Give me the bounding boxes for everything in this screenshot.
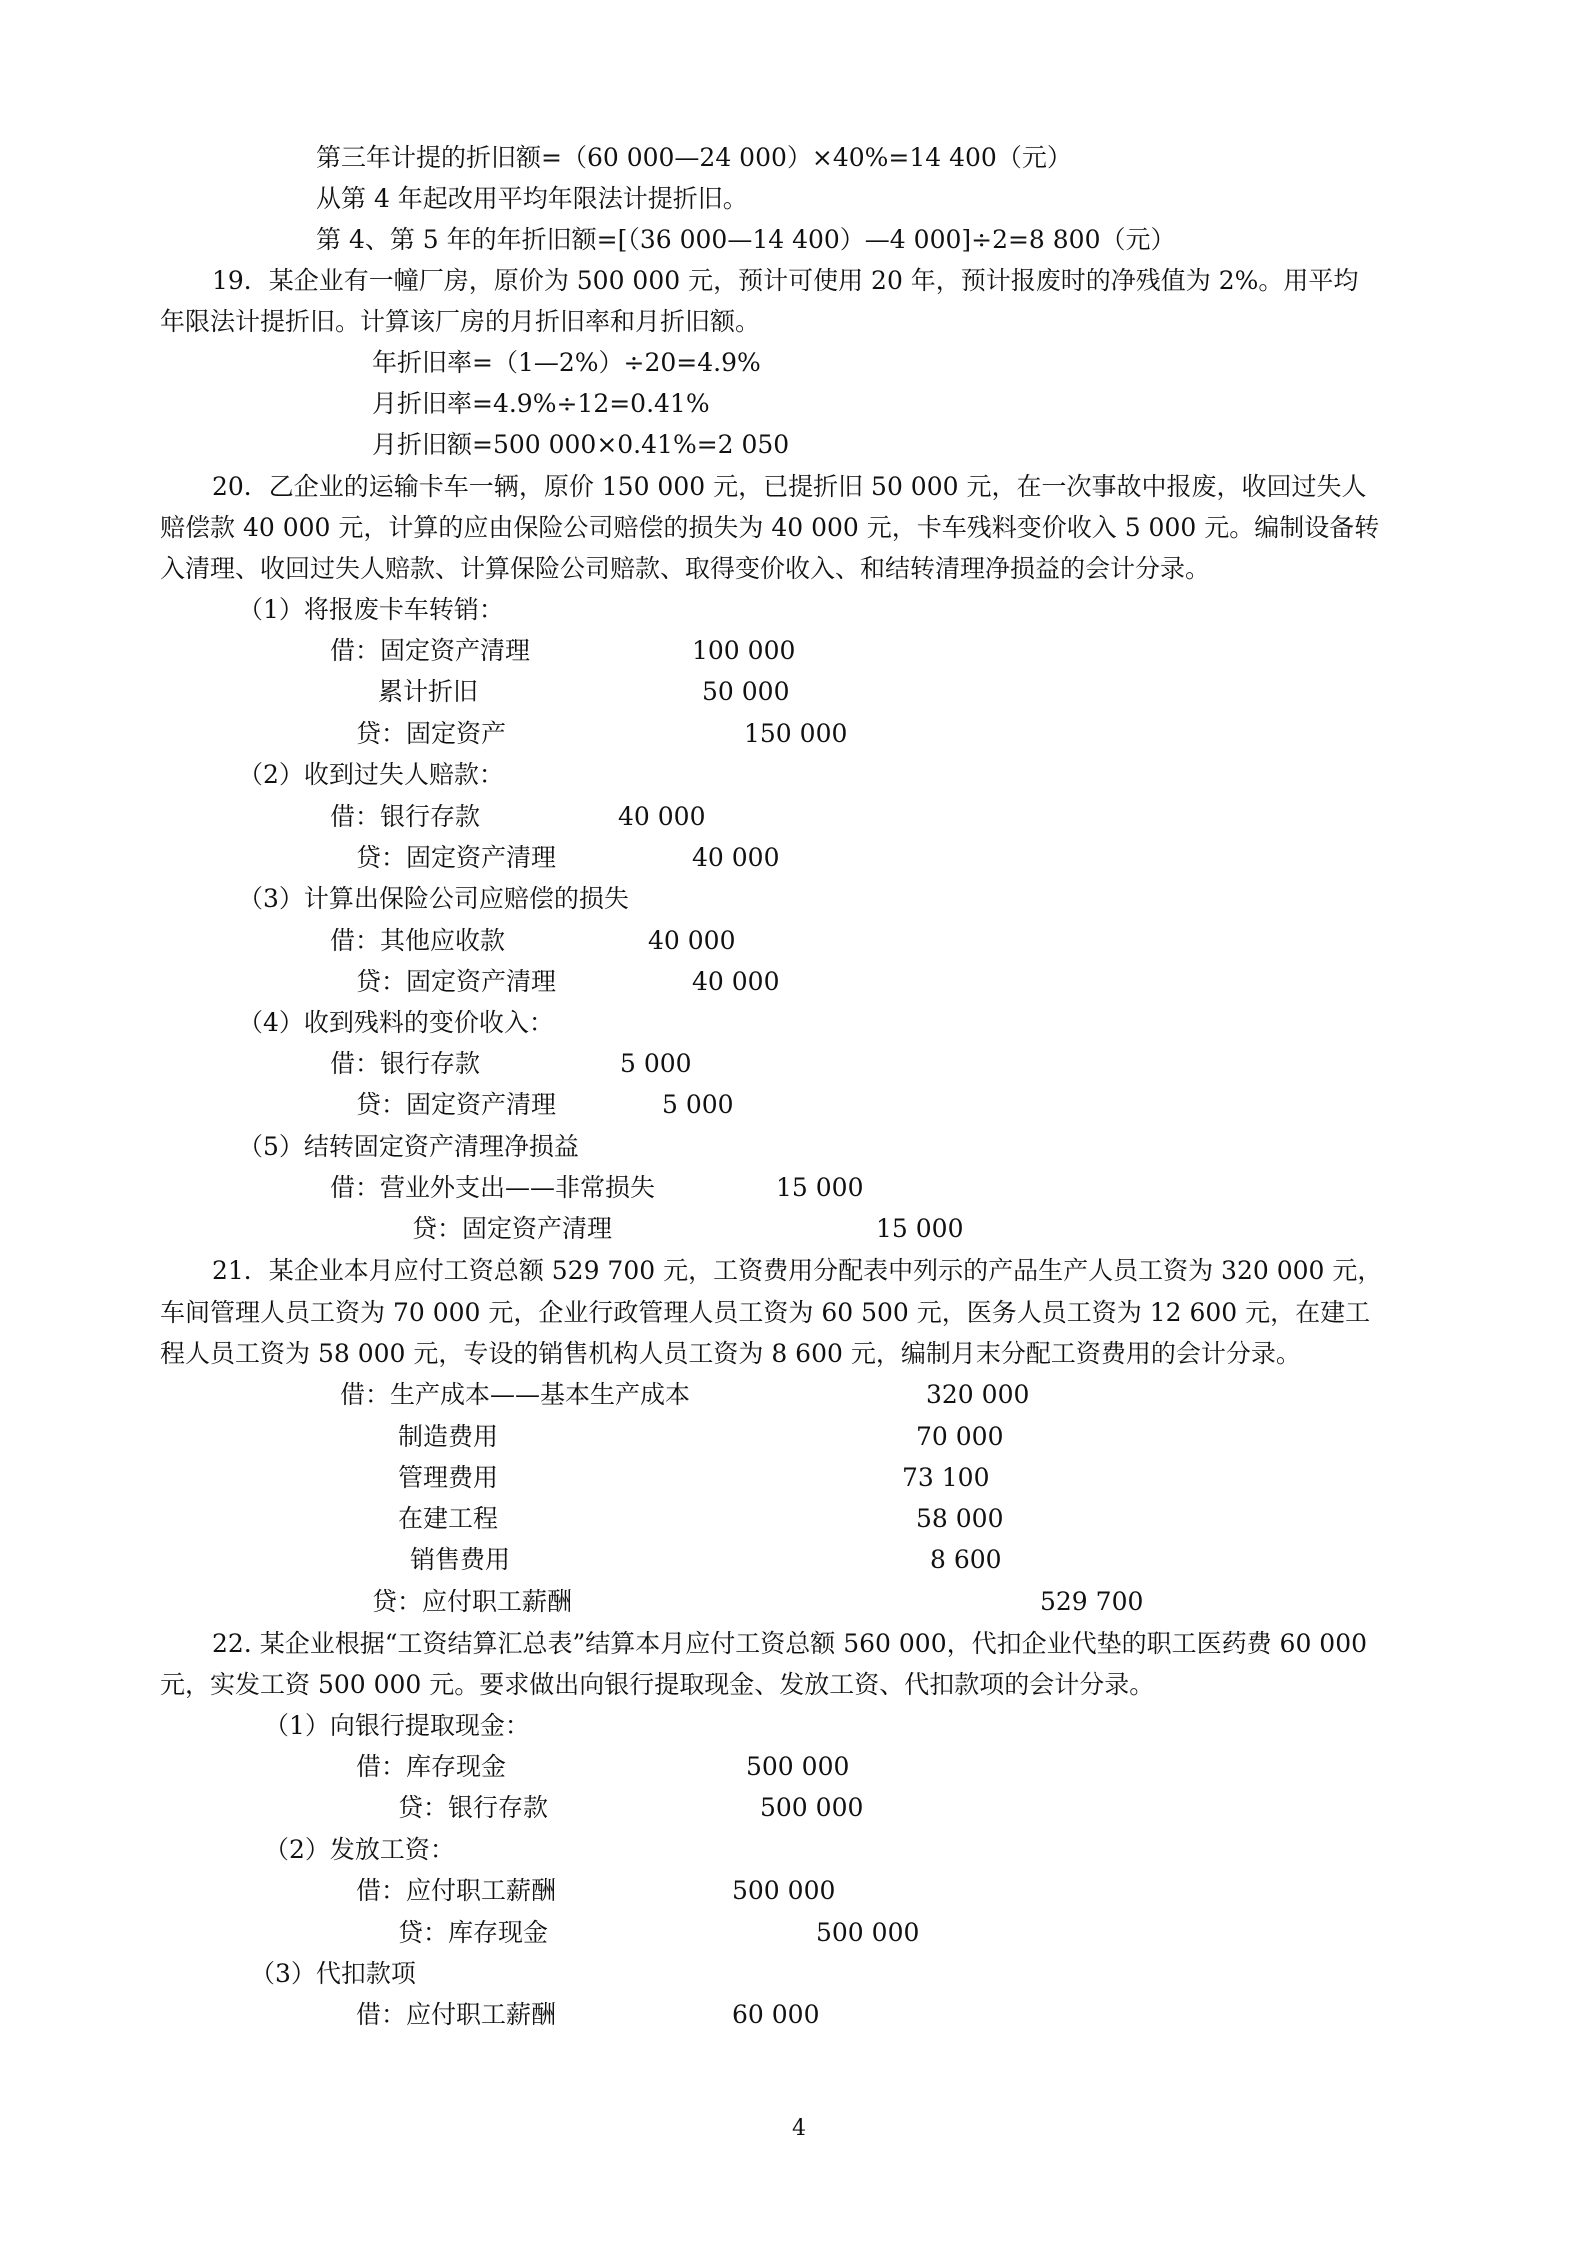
text-line: 58 000: [916, 1504, 1004, 1533]
text-line: 贷：固定资产: [356, 719, 507, 748]
text-line: 累计折旧: [378, 677, 479, 706]
text-line: 借：应付职工薪酬: [356, 2000, 557, 2029]
text-line: 贷：固定资产清理: [356, 1090, 557, 1119]
text-line: 车间管理人员工资为 70 000 元，企业行政管理人员工资为 60 500 元，医务人员工资为 12 600 元，在建工: [160, 1298, 1371, 1327]
text-line: 50 000: [702, 677, 790, 706]
text-line: 20．乙企业的运输卡车一辆，原价 150 000 元，已提折旧 50 000 元，在一次事故中报废，收回过失人: [212, 472, 1367, 501]
text-line: 月折旧额=500 000×0.41%=2 050: [372, 430, 790, 459]
text-line: 40 000: [692, 967, 780, 996]
text-line: 320 000: [926, 1380, 1030, 1409]
text-line: 程人员工资为 58 000 元，专设的销售机构人员工资为 8 600 元，编制月末分配工资费用的会计分录。: [160, 1339, 1301, 1368]
text-line: 制造费用: [398, 1422, 499, 1451]
text-line: 19．某企业有一幢厂房，原价为 500 000 元，预计可使用 20 年，预计报废时的净残值为 2%。用平均: [212, 266, 1359, 295]
text-line: 8 600: [930, 1545, 1002, 1574]
text-line: 40 000: [618, 802, 706, 831]
text-line: 管理费用: [398, 1463, 499, 1492]
text-line: 贷：应付职工薪酬: [372, 1587, 573, 1616]
text-line: 借：银行存款: [330, 802, 481, 831]
text-line: 元，实发工资 500 000 元。要求做出向银行提取现金、发放工资、代扣款项的会计分录。: [160, 1670, 1155, 1699]
text-line: 40 000: [648, 926, 736, 955]
text-line: 100 000: [692, 636, 796, 665]
text-line: 500 000: [816, 1918, 920, 1947]
text-line: 借：银行存款: [330, 1049, 481, 1078]
text-line: 入清理、收回过失人赔款、计算保险公司赔款、取得变价收入、和结转清理净损益的会计分录。: [160, 554, 1211, 583]
text-line: （4）收到残料的变价收入：: [238, 1008, 554, 1037]
text-line: 150 000: [744, 719, 848, 748]
text-line: 500 000: [746, 1752, 850, 1781]
text-line: （2）收到过失人赔款：: [238, 760, 504, 789]
text-line: 贷：固定资产清理: [356, 843, 557, 872]
text-line: 22. 某企业根据“工资结算汇总表”结算本月应付工资总额 560 000，代扣企业代垫的职工医药费 60 000: [212, 1629, 1368, 1658]
text-line: 在建工程: [398, 1504, 499, 1533]
text-line: 贷：固定资产清理: [412, 1214, 613, 1243]
text-line: 销售费用: [410, 1545, 511, 1574]
text-line: 借：库存现金: [356, 1752, 507, 1781]
text-line: 贷：银行存款: [398, 1793, 549, 1822]
text-line: 赔偿款 40 000 元，计算的应由保险公司赔偿的损失为 40 000 元，卡车残料变价收入 5 000 元。编制设备转: [160, 513, 1380, 542]
text-line: （3）代扣款项: [250, 1959, 416, 1988]
text-line: 借：固定资产清理: [330, 636, 531, 665]
text-line: 5 000: [662, 1090, 734, 1119]
text-line: 第三年计提的折旧额=（60 000—24 000）×40%=14 400（元）: [316, 143, 1072, 172]
text-line: 借：营业外支出——非常损失: [330, 1173, 656, 1202]
text-line: 5 000: [620, 1049, 692, 1078]
text-line: 15 000: [876, 1214, 964, 1243]
text-line: （1）将报废卡车转销：: [238, 595, 504, 624]
text-line: 15 000: [776, 1173, 864, 1202]
text-line: 40 000: [692, 843, 780, 872]
page-number: 4: [792, 2116, 806, 2141]
text-line: （5）结转固定资产清理净损益: [238, 1132, 579, 1161]
text-line: 月折旧率=4.9%÷12=0.41%: [372, 389, 710, 418]
text-line: 贷：库存现金: [398, 1918, 549, 1947]
text-line: 73 100: [902, 1463, 990, 1492]
text-line: 529 700: [1040, 1587, 1144, 1616]
text-line: （2）发放工资：: [264, 1835, 455, 1864]
text-line: 借：其他应收款: [330, 926, 506, 955]
text-line: 第 4、第 5 年的年折旧额=[（36 000—14 400）—4 000]÷2=8 800（元）: [316, 225, 1176, 254]
text-line: 借：生产成本——基本生产成本: [340, 1380, 691, 1409]
text-line: 60 000: [732, 2000, 820, 2029]
text-line: 借：应付职工薪酬: [356, 1876, 557, 1905]
text-line: 500 000: [760, 1793, 864, 1822]
text-line: 70 000: [916, 1422, 1004, 1451]
text-line: 500 000: [732, 1876, 836, 1905]
text-line: （3）计算出保险公司应赔偿的损失: [238, 884, 629, 913]
text-line: 年限法计提折旧。计算该厂房的月折旧率和月折旧额。: [160, 307, 761, 336]
text-line: 21．某企业本月应付工资总额 529 700 元，工资费用分配表中列示的产品生产人员工资为 320 000 元，: [212, 1256, 1383, 1285]
text-line: 从第 4 年起改用平均年限法计提折旧。: [316, 184, 748, 213]
text-line: 年折旧率=（1—2%）÷20=4.9%: [372, 348, 761, 377]
text-line: （1）向银行提取现金：: [264, 1711, 530, 1740]
text-line: 贷：固定资产清理: [356, 967, 557, 996]
